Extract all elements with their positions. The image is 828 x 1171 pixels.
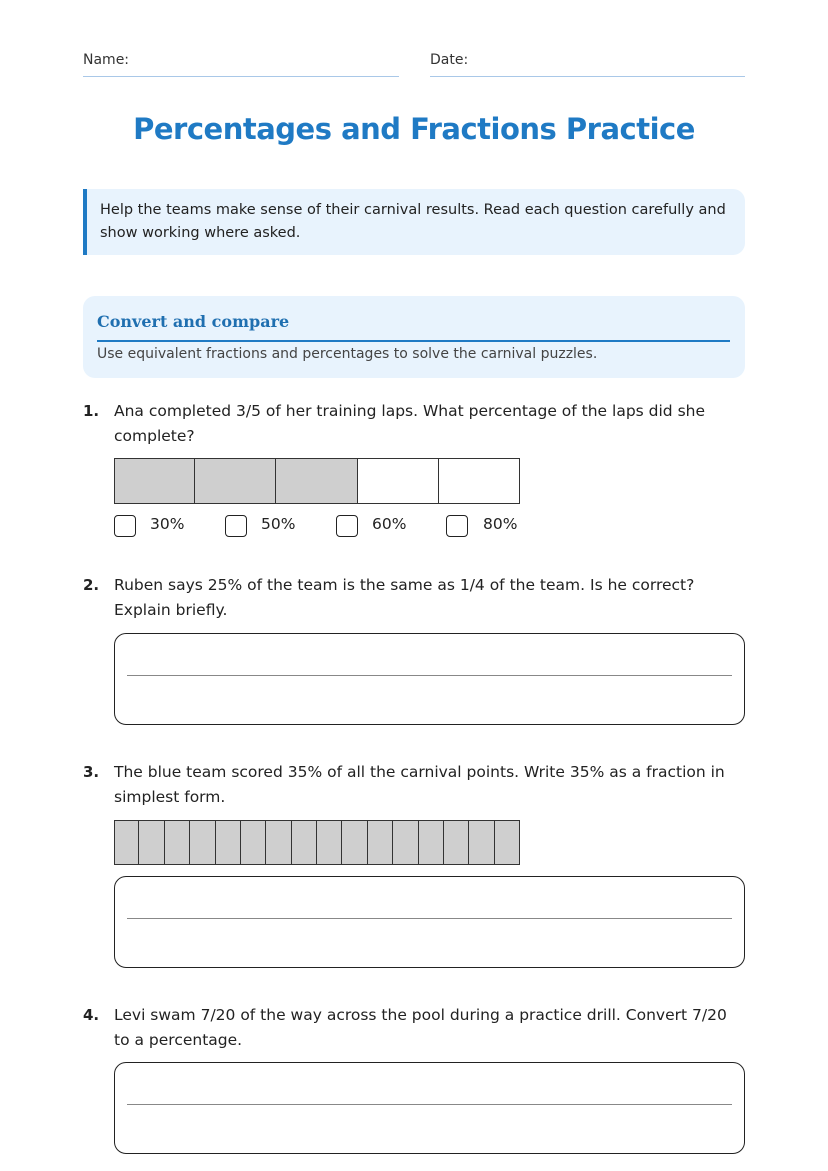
bar-part-shaded	[215, 820, 241, 865]
bar-part-shaded	[265, 820, 292, 865]
answer-line	[127, 918, 732, 919]
option-label: 60%	[372, 515, 407, 533]
section-title: Convert and compare	[97, 312, 290, 331]
bar-part-shaded	[367, 820, 393, 865]
answer-line	[127, 675, 732, 676]
bar-part-shaded	[443, 820, 469, 865]
option-label: 50%	[261, 515, 296, 533]
question-text: Levi swam 7/20 of the way across the pool during a practice drill. Convert 7/20 to a percentage.	[114, 1006, 727, 1049]
bar-part-empty	[357, 458, 439, 504]
bar-part-shaded	[189, 820, 216, 865]
bar-part-shaded	[240, 820, 266, 865]
option-checkbox[interactable]	[225, 515, 247, 537]
name-field[interactable]	[83, 76, 399, 77]
question-number: 1.	[83, 402, 100, 420]
section-panel	[83, 296, 745, 378]
answer-box[interactable]	[114, 633, 745, 725]
bar-part-shaded	[316, 820, 342, 865]
section-divider	[97, 340, 730, 342]
bar-part-shaded	[275, 458, 358, 504]
page-title: Percentages and Fractions Practice	[133, 112, 695, 146]
bar-part-shaded	[194, 458, 276, 504]
date-label: Date:	[430, 52, 469, 68]
bar-part-shaded	[114, 458, 195, 504]
question-number: 2.	[83, 576, 100, 594]
bar-part-shaded	[494, 820, 520, 865]
bar-part-shaded	[114, 820, 139, 865]
bar-part-shaded	[341, 820, 368, 865]
name-label: Name:	[83, 52, 130, 68]
bar-model-fifths	[114, 458, 520, 504]
question-number: 4.	[83, 1006, 100, 1024]
option-label: 80%	[483, 515, 518, 533]
bar-part-shaded	[164, 820, 190, 865]
question-text: Ana completed 3/5 of her training laps. What percentage of the laps did she complete?	[114, 402, 706, 445]
intro-text: Help the teams make sense of their carnival results. Read each question carefully and show working where asked.	[100, 202, 726, 241]
option-checkbox[interactable]	[446, 515, 468, 537]
bar-part-empty	[438, 458, 520, 504]
question-number: 3.	[83, 763, 100, 781]
bar-part-shaded	[468, 820, 495, 865]
answer-box[interactable]	[114, 1062, 745, 1154]
bar-part-shaded	[138, 820, 165, 865]
bar-model-sixteenths	[114, 820, 520, 865]
option-checkbox[interactable]	[336, 515, 358, 537]
answer-box[interactable]	[114, 876, 745, 968]
question-text: The blue team scored 35% of all the carnival points. Write 35% as a fraction in simplest form.	[114, 763, 725, 806]
bar-part-shaded	[291, 820, 317, 865]
option-checkbox[interactable]	[114, 515, 136, 537]
date-field[interactable]	[430, 76, 745, 77]
section-subtitle: Use equivalent fractions and percentages to solve the carnival puzzles.	[97, 346, 598, 362]
bar-part-shaded	[392, 820, 419, 865]
bar-part-shaded	[418, 820, 444, 865]
answer-line	[127, 1104, 732, 1105]
option-label: 30%	[150, 515, 185, 533]
question-text: Ruben says 25% of the team is the same as 1/4 of the team. Is he correct? Explain briefly.	[114, 576, 695, 619]
